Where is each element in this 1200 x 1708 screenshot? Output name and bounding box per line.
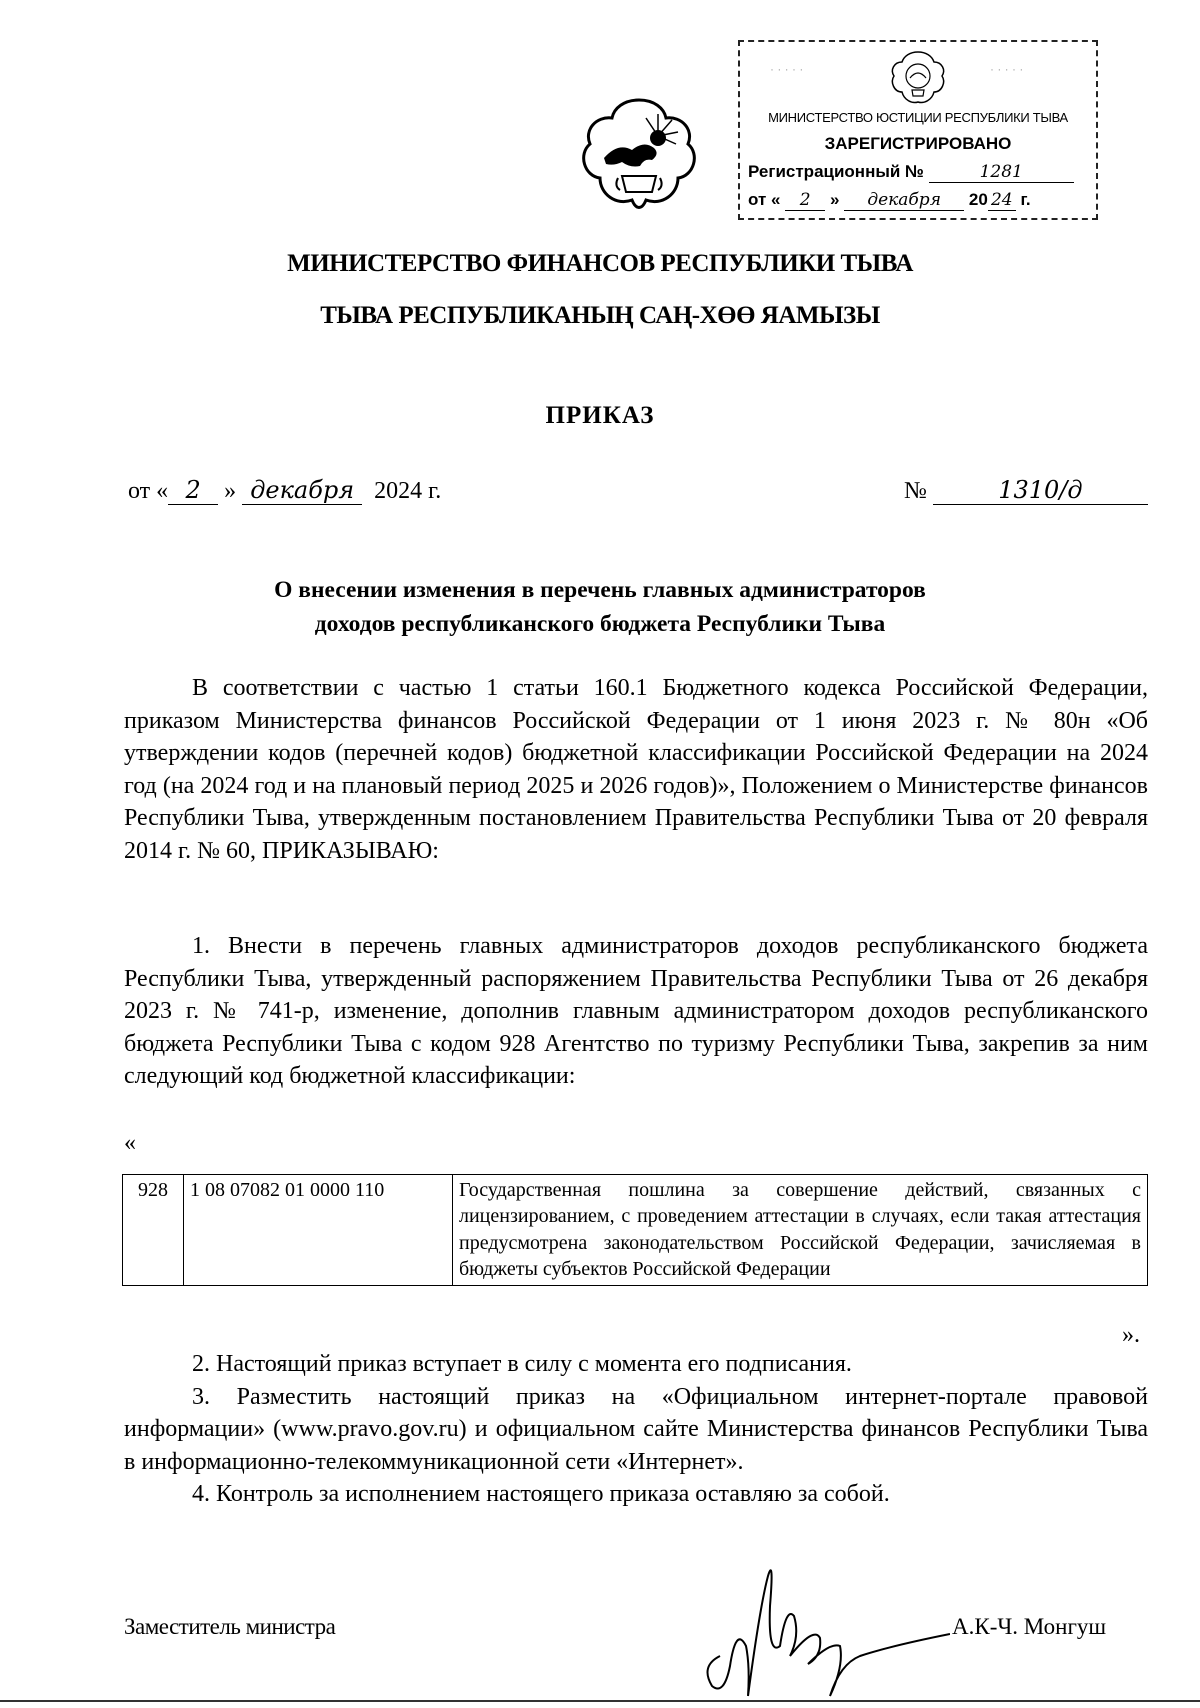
item-1	[124, 930, 1148, 1093]
order-date-prefix: от «	[128, 478, 169, 504]
signer-name: А.К-Ч. Монгуш	[952, 1614, 1107, 1639]
registration-stamp	[738, 40, 1098, 220]
stamp-date-year-prefix: 20	[968, 190, 988, 209]
stamp-faded-marks-right: · · · · ·	[990, 62, 1024, 76]
order-date-month: декабря	[242, 476, 362, 505]
ministry-title-tyv: ТЫВА РЕСПУБЛИКАНЫҢ САҢ-ХӨӨ ЯАМЫЗЫ	[320, 302, 880, 329]
item-4-text: 4. Контроль за исполнением настоящего приказа оставляю за собой.	[192, 1481, 890, 1508]
stamp-reg-number: 1281	[929, 162, 1074, 183]
order-date-year: 2024 г.	[374, 478, 442, 504]
order-number-label: №	[904, 478, 927, 504]
ministry-title-ru: МИНИСТЕРСТВО ФИНАНСОВ РЕСПУБЛИКИ ТЫВА	[287, 250, 913, 277]
quote-close: ».	[1122, 1322, 1140, 1348]
stamp-date-year-suffix: 24	[988, 190, 1016, 211]
item-1-text: 1. Внести в перечень главных администраторов доходов республиканского бюджета Республики Тыва, утвержденный распоряжением Правительства Республики Тыва от 26 декабря 2023 г. № 741-р, изменение, дополнив главным администратором доходов республиканского бюджета Республики Тыва с кодом 928 Агентство по туризму Республики Тыва, закрепив за ним следующий код бюджетной классификации:	[124, 933, 1148, 1090]
admin-code-cell: 928	[123, 1175, 184, 1286]
items-2-4	[124, 1348, 1148, 1511]
page-bottom-edge	[0, 1700, 1200, 1702]
stamp-date-month: декабря	[844, 190, 964, 211]
stamp-date-prefix: от «	[748, 190, 781, 209]
stamp-ministry: МИНИСТЕРСТВО ЮСТИЦИИ РЕСПУБЛИКИ ТЫВА	[768, 110, 1068, 125]
stamp-date-mid: »	[829, 190, 840, 209]
order-number-value: 1310/д	[933, 476, 1148, 505]
stamp-registered: ЗАРЕГИСТРИРОВАНО	[824, 134, 1012, 153]
preamble-text: В соответствии с частью 1 статьи 160.1 Бюджетного кодекса Российской Федерации, приказом Министерства финансов Российской Федерации от 1 июня 2023 г. № 80н «Об утверждении кодов (перечней кодов) бюджетной классификации Российской Федерации на 2024 год (на 2024 год и на плановый период 2025 и 2026 годов)», Положением о Министерстве финансов Республики Тыва, утвержденным постановлением Правительства Республики Тыва от 20 февраля 2014 г. № 60, ПРИКАЗЫВАЮ:	[124, 675, 1148, 864]
order-date	[128, 476, 441, 505]
stamp-emblem-icon	[888, 48, 948, 106]
stamp-date-day: 2	[785, 190, 825, 211]
order-date-mid: »	[224, 478, 237, 504]
stamp-reg-line	[748, 162, 1074, 183]
item-2-text: 2. Настоящий приказ вступает в силу с момента его подписания.	[192, 1351, 852, 1377]
preamble	[124, 672, 1148, 868]
codes-table-body	[123, 1175, 1148, 1286]
handwritten-signature-icon	[690, 1546, 950, 1706]
order-subject	[0, 573, 1200, 641]
item-3-text: 3. Разместить настоящий приказ на «Официальном интернет-портале правовой информации» (www.pravo.gov.ru) и официальном сайте Министерства финансов Республики Тыва в информационно-телекоммуникационной сети «Интернет».	[124, 1383, 1148, 1475]
stamp-date-year-unit: г.	[1020, 190, 1031, 209]
doc-type-heading: ПРИКАЗ	[545, 402, 655, 429]
order-number	[904, 476, 1148, 505]
subject-line-1: О внесении изменения в перечень главных администраторов	[274, 577, 926, 603]
stamp-date-line	[748, 190, 1031, 211]
codes-table-row	[123, 1175, 1148, 1286]
stamp-reg-label: Регистрационный №	[748, 162, 924, 181]
order-date-day: 2	[168, 476, 218, 505]
stamp-faded-marks: · · · · ·	[770, 62, 804, 76]
codes-table	[122, 1174, 1148, 1286]
republic-emblem-icon	[574, 96, 704, 214]
subject-line-2: доходов республиканского бюджета Республики Тыва	[314, 611, 886, 637]
kbk-cell: 1 08 07082 01 0000 110	[184, 1175, 453, 1286]
description-cell: Государственная пошлина за совершение действий, связанных с лицензированием, с проведением аттестации в случаях, если такая аттестация предусмотрена законодательством Российской Федерации, зачисляемая в бюджеты субъектов Российской Федерации	[453, 1175, 1148, 1286]
signer-position: Заместитель министра	[124, 1614, 336, 1639]
quote-open: «	[124, 1130, 136, 1156]
